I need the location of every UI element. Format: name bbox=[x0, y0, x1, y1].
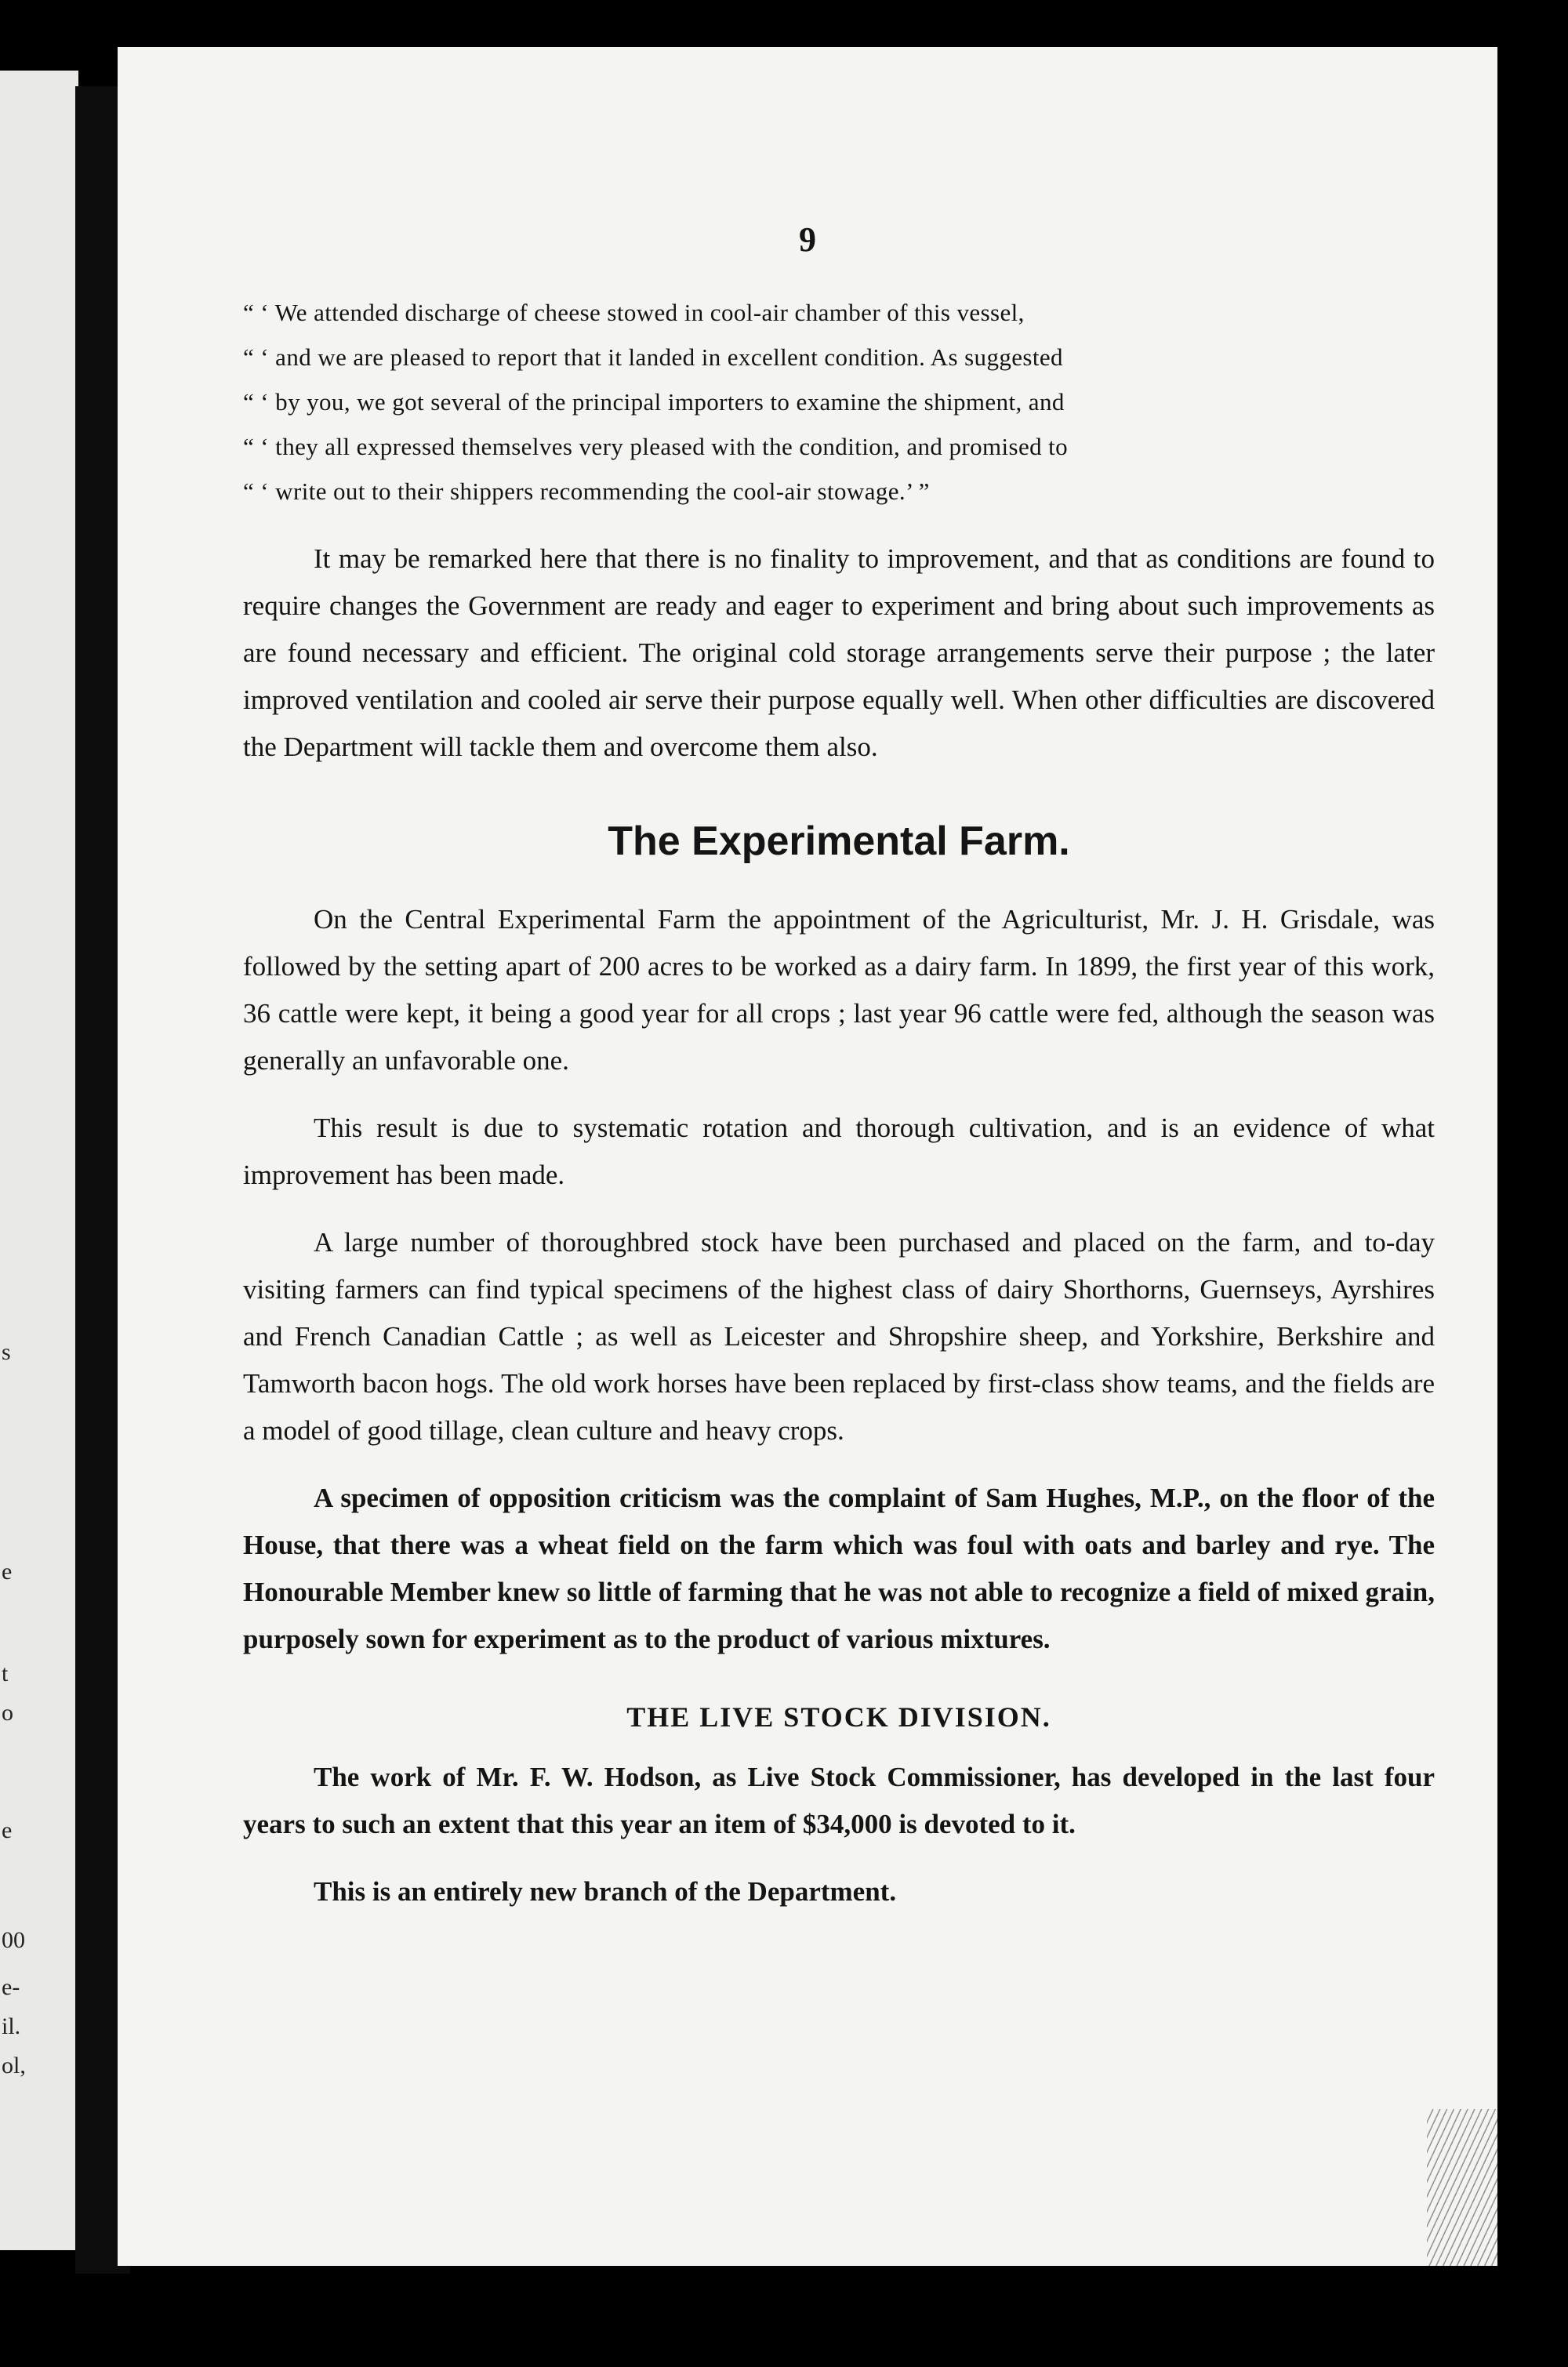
left-fragment: il. bbox=[2, 2013, 21, 2039]
left-fragment: e bbox=[2, 1559, 13, 1585]
paragraph-hodson: The work of Mr. F. W. Hodson, as Live Stock Commissioner, has developed in the last four years to such an extent that this year an item of $34,000 is devoted to it. bbox=[243, 1762, 1435, 1839]
paragraph-stock: A large number of thoroughbred stock have been purchased and placed on the farm, and to-day visiting farmers can find typical specimens of the highest class of dairy Shorthorns, Guernseys, Ayrshires and French Canadian Cattle ; as well as Leicester and Shropshire sheep, and Yorkshire, Berkshire and Tamworth bacon hogs. The old work horses have been replaced by first-class show teams, and the fields are a model of good tillage, clean culture and heavy crops. bbox=[243, 1227, 1435, 1446]
left-fragment: 00 bbox=[2, 1927, 25, 1953]
quote-line: “ ‘ and we are pleased to report that it landed in excellent condition. As suggested bbox=[243, 343, 1063, 371]
section-title: The Experimental Farm. bbox=[608, 819, 1070, 864]
quote-line: “ ‘ they all expressed themselves very pleased with the condition, and promised to bbox=[243, 433, 1069, 460]
quote-line: “ ‘ by you, we got several of the principal importers to examine the shipment, and bbox=[243, 388, 1065, 416]
quote-line: “ ‘ We attended discharge of cheese stowed in cool-air chamber of this vessel, bbox=[243, 299, 1025, 326]
page-content bbox=[243, 290, 1435, 1936]
previous-page-edge bbox=[0, 71, 78, 2250]
left-fragment: e- bbox=[2, 1974, 20, 2000]
left-fragment: ol, bbox=[2, 2053, 26, 2078]
document-page bbox=[118, 47, 1497, 2266]
left-fragment: e bbox=[2, 1817, 13, 1843]
division-title: THE LIVE STOCK DIVISION. bbox=[626, 1701, 1051, 1733]
left-fragment: o bbox=[2, 1700, 13, 1726]
paragraph-improvement: It may be remarked here that there is no finality to improvement, and that as conditions are found to require changes the Government are ready and eager to experiment and bring about such improvements as are found necessary and efficient. The original cold storage arrangements serve their purpose ; the later improved ventilation and cooled air serve their purpose equally well. When other difficulties are discovered the Department will tackle them and overcome them also. bbox=[243, 543, 1435, 762]
left-fragment: s bbox=[2, 1339, 11, 1365]
left-fragment: t bbox=[2, 1661, 9, 1686]
page-curl bbox=[1427, 2109, 1497, 2266]
paragraph-new-branch: This is an entirely new branch of the Department. bbox=[314, 1876, 897, 1907]
paragraph-criticism: A specimen of opposition criticism was the complaint of Sam Hughes, M.P., on the floor of the House, that there was a wheat field on the farm which was foul with oats and barley and rye. The Honourable Member knew so little of farming that he was not able to recognize a field of mixed grain, purposely sown for experiment as to the product of various mixtures. bbox=[243, 1483, 1435, 1654]
quote-line: “ ‘ write out to their shippers recommending the cool-air stowage.’ ” bbox=[243, 477, 930, 505]
paragraph-farm: On the Central Experimental Farm the appointment of the Agriculturist, Mr. J. H. Grisdale, was followed by the setting apart of 200 acres to be worked as a dairy farm. In 1899, the first year of this work, 36 cattle were kept, it being a good year for all crops ; last year 96 cattle were fed, although the season was generally an unfavorable one. bbox=[243, 904, 1435, 1076]
page-number: 9 bbox=[799, 220, 816, 259]
paragraph-result: This result is due to systematic rotation and thorough cultivation, and is an evidence of what improvement has been made. bbox=[243, 1113, 1435, 1190]
quoted-letter bbox=[243, 290, 1435, 514]
